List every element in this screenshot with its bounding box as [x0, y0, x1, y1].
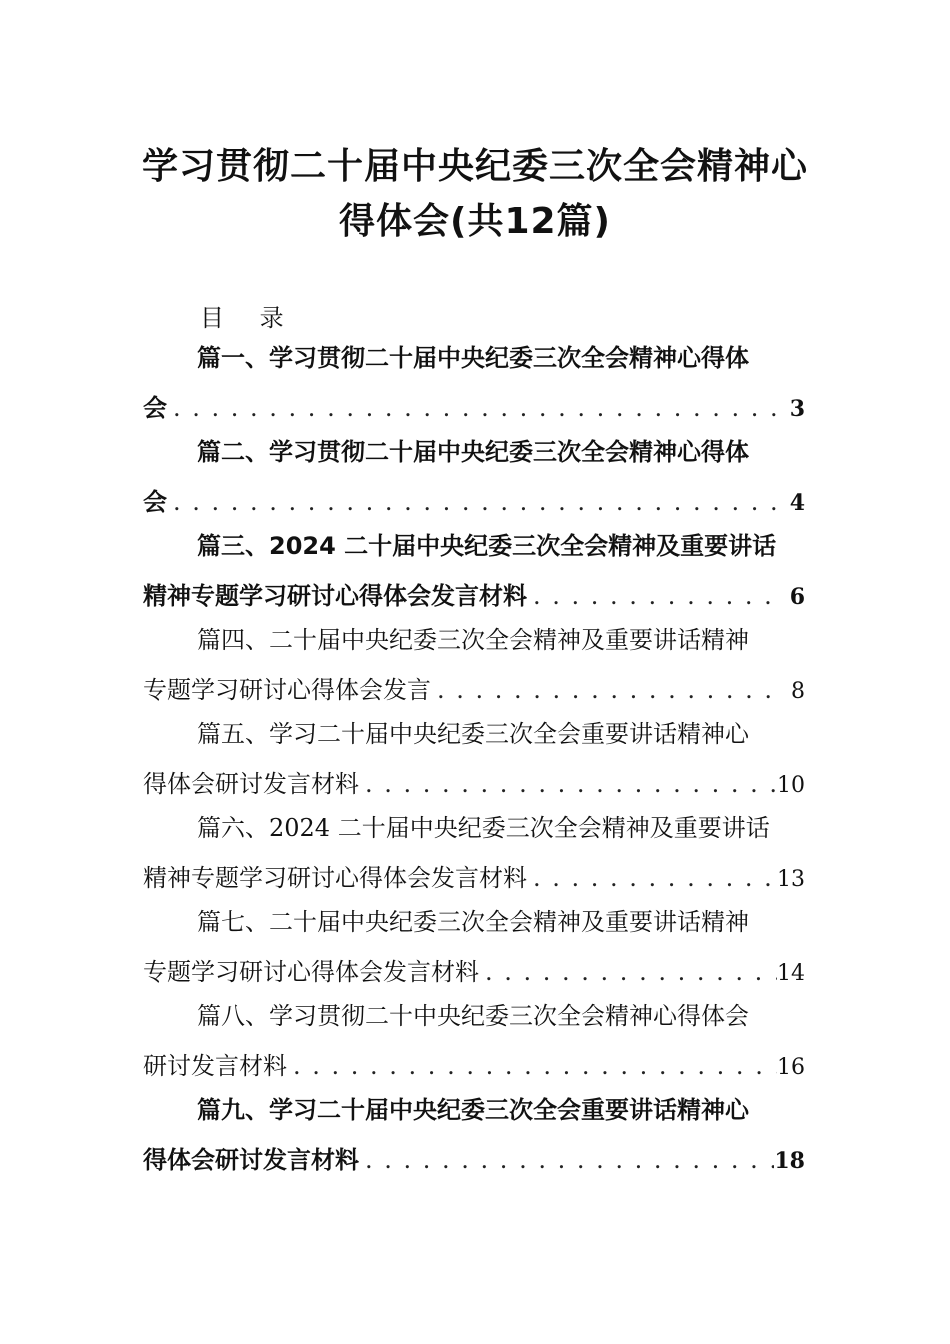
toc-entry-title-line1: 篇三、2024 二十届中央纪委三次全会精神及重要讲话 [197, 532, 777, 560]
toc-page-number: 4 [789, 490, 805, 516]
toc-leader-dots [359, 1142, 774, 1178]
toc-entry-line2 [143, 860, 805, 896]
toc-leader-dots [527, 578, 785, 614]
toc-entry-line2 [143, 578, 805, 614]
toc-entry-title-line2: 精神专题学习研讨心得体会发言材料 [143, 582, 527, 610]
toc-entry-title-line2: 专题学习研讨心得体会发言 [143, 676, 431, 704]
toc-entry-title-line1: 篇六、2024 二十届中央纪委三次全会精神及重要讲话 [197, 814, 770, 842]
toc-entry-line2 [143, 766, 805, 802]
toc-entry-title-line1: 篇九、学习二十届中央纪委三次全会重要讲话精神心 [197, 1096, 749, 1124]
toc-page-number: 18 [774, 1148, 805, 1174]
toc-entry-title-line2: 得体会研讨发言材料 [143, 770, 359, 798]
toc-leader-dots [431, 672, 785, 708]
toc-entry-line2 [143, 954, 805, 990]
toc-entry-title-line1: 篇一、学习贯彻二十届中央纪委三次全会精神心得体 [197, 344, 749, 372]
toc-entry-title-line1: 篇二、学习贯彻二十届中央纪委三次全会精神心得体 [197, 438, 749, 466]
toc-entry-title-line2: 专题学习研讨心得体会发言材料 [143, 958, 479, 986]
toc-entry-line2 [143, 484, 805, 520]
toc-leader-dots [527, 860, 777, 896]
toc-page-number: 10 [777, 773, 805, 798]
toc-page-number: 13 [777, 867, 805, 892]
toc-entry-title-line2: 精神专题学习研讨心得体会发言材料 [143, 864, 527, 892]
toc-entry-title-line2: 会 [143, 488, 167, 516]
toc-entry-title-line1: 篇八、学习贯彻二十中央纪委三次全会精神心得体会 [197, 1002, 749, 1030]
toc-leader-dots [287, 1048, 777, 1084]
toc-entry-line2 [143, 1142, 805, 1178]
toc-entry-title-line1: 篇五、学习二十届中央纪委三次全会重要讲话精神心 [197, 720, 749, 748]
toc-page-number: 3 [789, 396, 805, 422]
document-title-line2: 得体会(共12篇) [338, 201, 611, 242]
toc-entry-line2 [143, 672, 805, 708]
toc-leader-dots [167, 484, 785, 520]
toc-entry-title-line2: 研讨发言材料 [143, 1052, 287, 1080]
toc-leader-dots [359, 766, 777, 802]
toc-page-number: 14 [777, 961, 805, 986]
toc-leader-dots [479, 954, 777, 990]
toc-entry-title-line1: 篇七、二十届中央纪委三次全会精神及重要讲话精神 [197, 908, 749, 936]
toc-entry-line2 [143, 390, 805, 426]
toc-page-number: 16 [777, 1055, 805, 1080]
document-title-line1: 学习贯彻二十届中央纪委三次全会精神心 [141, 146, 808, 187]
toc-page-number: 8 [791, 679, 805, 704]
toc-entry-title-line2: 会 [143, 394, 167, 422]
toc-entry-line2 [143, 1048, 805, 1084]
toc-leader-dots [167, 390, 785, 426]
toc-entry-title-line1: 篇四、二十届中央纪委三次全会精神及重要讲话精神 [197, 626, 749, 654]
toc-heading: 目 录 [200, 304, 298, 332]
toc-entry-title-line2: 得体会研讨发言材料 [143, 1146, 359, 1174]
toc-page-number: 6 [789, 584, 805, 610]
